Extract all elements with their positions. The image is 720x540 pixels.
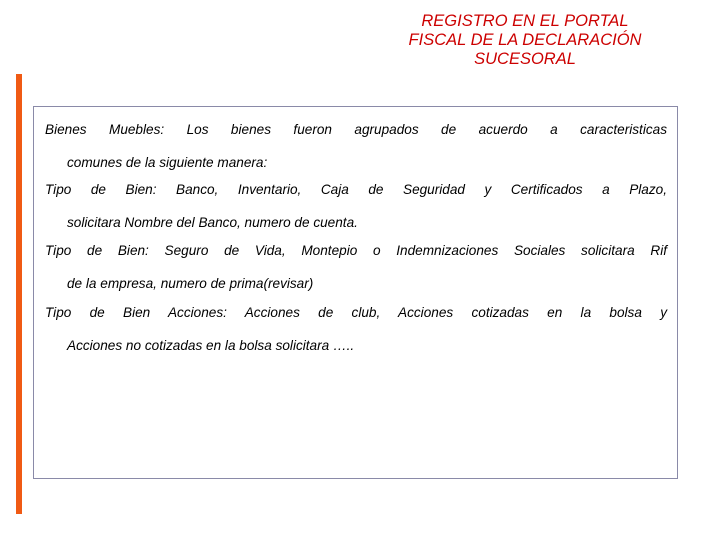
paragraph-continuation: solicitara Nombre del Banco, numero de cuenta. [67, 215, 358, 230]
paragraph-tipo-bien-banco [45, 173, 667, 239]
paragraph-text: Seguro de Vida, Montepio o Indemnizaciones Sociales solicitara Rif [164, 243, 667, 258]
slide-title-line-3: SUCESORAL [474, 50, 576, 68]
paragraph-continuation: comunes de la siguiente manera: [67, 155, 268, 170]
paragraph-label: Tipo de Bien: [45, 182, 157, 197]
slide-title-line-1: REGISTRO EN EL PORTAL [421, 12, 629, 30]
paragraph-line [45, 296, 667, 329]
paragraph-text: Los bienes fueron agrupados de acuerdo a caracteristicas [186, 122, 668, 137]
paragraph-bienes-muebles [45, 113, 667, 179]
paragraph-label: Tipo de Bien: [45, 243, 149, 258]
paragraph-line [45, 173, 667, 206]
paragraph-tipo-bien-seguro [45, 234, 667, 300]
slide-title [360, 12, 690, 69]
paragraph-text: Acciones de club, Acciones cotizadas en la bolsa y [244, 305, 667, 320]
accent-bar [16, 74, 22, 514]
paragraph-label: Tipo de Bien Acciones: [45, 305, 227, 320]
slide-title-line-2: FISCAL DE LA DECLARACIÓN [408, 31, 642, 49]
paragraph-line [45, 113, 667, 146]
paragraph-continuation: Acciones no cotizadas en la bolsa solicitara ….. [67, 338, 355, 353]
paragraph-continuation: de la empresa, numero de prima(revisar) [67, 276, 314, 291]
paragraph-label: Bienes Muebles: [45, 122, 165, 137]
paragraph-text: Banco, Inventario, Caja de Seguridad y Certificados a Plazo, [176, 182, 667, 197]
paragraph-tipo-bien-acciones [45, 296, 667, 362]
paragraph-line [45, 234, 667, 267]
